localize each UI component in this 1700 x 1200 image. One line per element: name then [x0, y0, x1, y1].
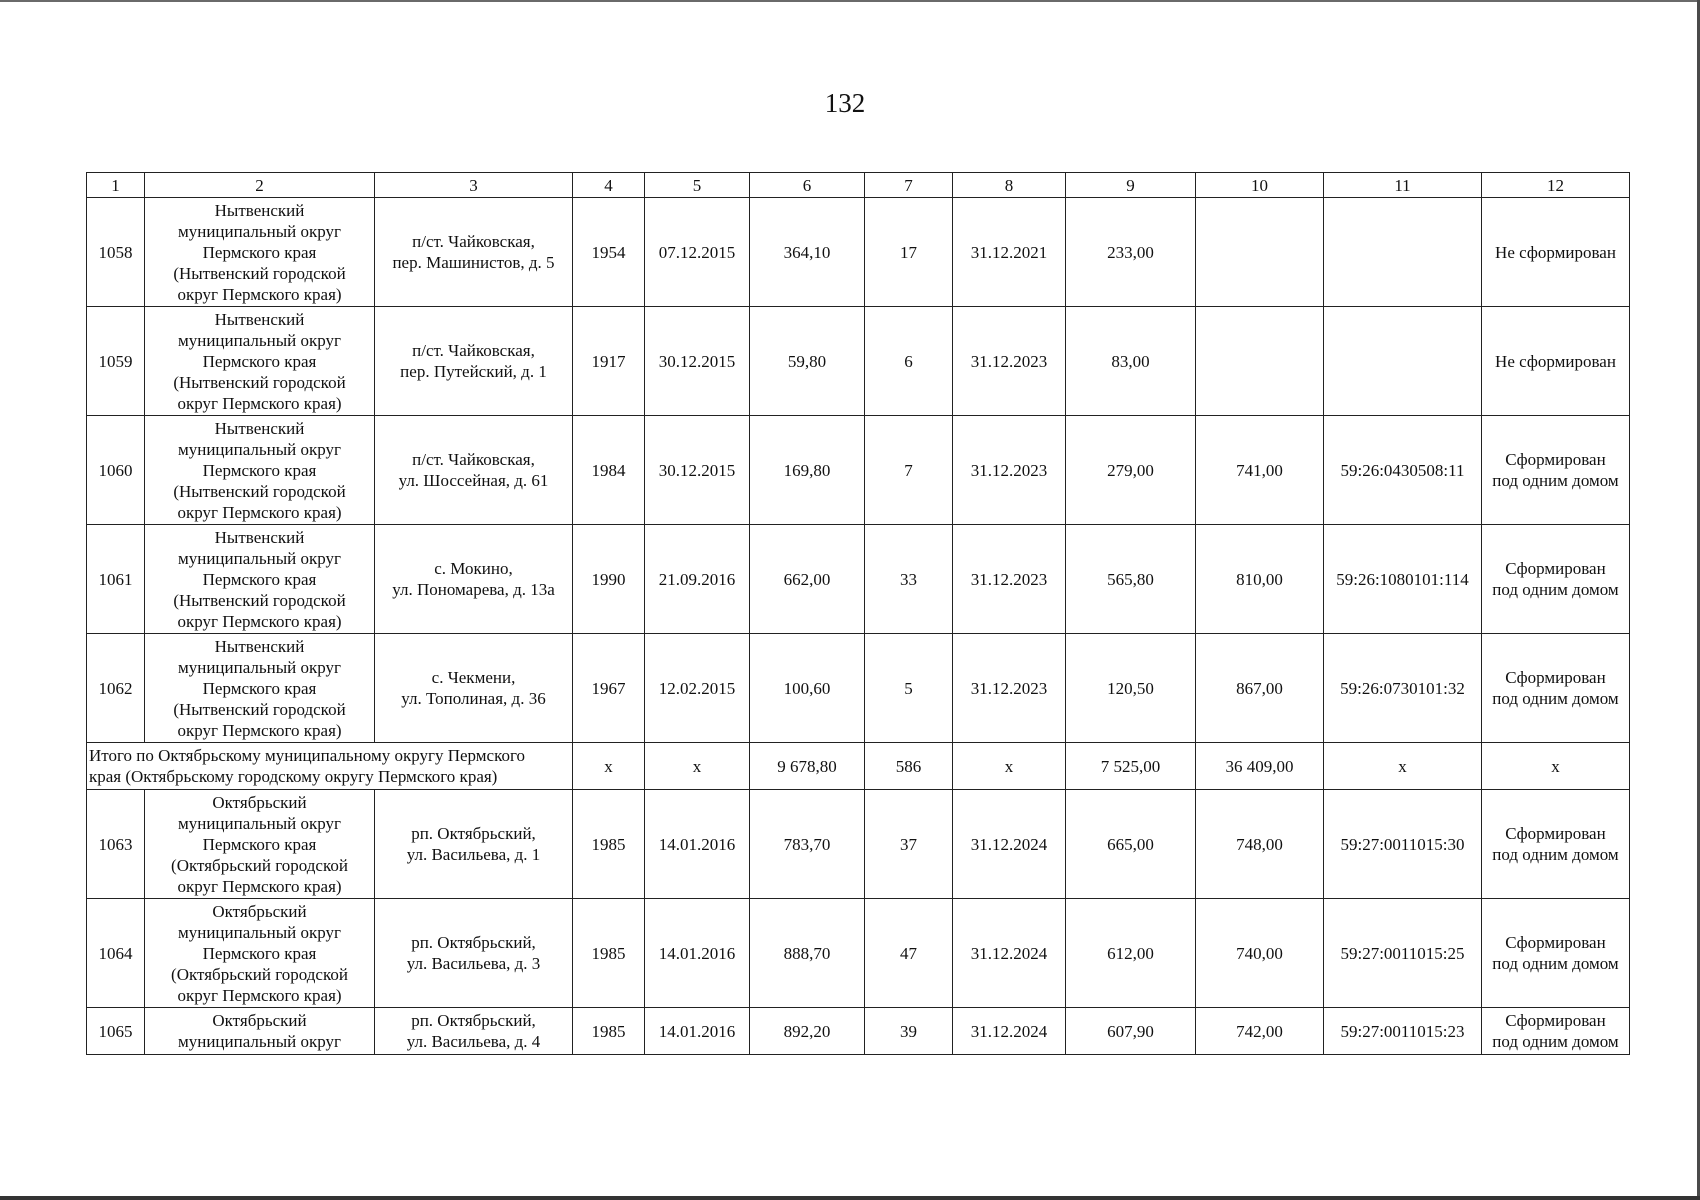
deadline-cell: 31.12.2023 [953, 307, 1066, 416]
municipality-cell-line: (Нытвенский городской [173, 481, 346, 501]
table-row [87, 416, 1630, 525]
row-number-cell: 1063 [87, 790, 145, 899]
column-header-12: 12 [1482, 173, 1630, 198]
column-header-11: 11 [1324, 173, 1482, 198]
deadline-cell: 31.12.2024 [953, 899, 1066, 1008]
col9-cell: 565,80 [1066, 525, 1196, 634]
residents-cell: 17 [865, 198, 953, 307]
col10-cell: 741,00 [1196, 416, 1324, 525]
area-cell: 364,10 [750, 198, 865, 307]
address-cell-line: ул. Пономарева, д. 13а [392, 580, 555, 599]
deadline-cell: 31.12.2023 [953, 525, 1066, 634]
municipality-cell-line: (Октябрьский городской [171, 964, 348, 984]
address-cell [375, 307, 573, 416]
municipality-cell-line: (Нытвенский городской [173, 590, 346, 610]
area-cell: 662,00 [750, 525, 865, 634]
municipality-cell-line: округ Пермского края) [177, 284, 342, 304]
municipality-cell [145, 790, 375, 899]
status-cell [1482, 198, 1630, 307]
municipality-cell [145, 1008, 375, 1055]
address-cell-line: ул. Шоссейная, д. 61 [398, 471, 549, 490]
municipality-cell-line: Нытвенский [214, 636, 305, 656]
column-header-10: 10 [1196, 173, 1324, 198]
municipality-cell-line: (Нытвенский городской [173, 263, 346, 283]
residents-cell: 39 [865, 1008, 953, 1055]
date-cell: 14.01.2016 [645, 1008, 750, 1055]
address-cell [375, 634, 573, 743]
municipality-cell-line: Октябрьский [212, 792, 307, 812]
area-cell: 888,70 [750, 899, 865, 1008]
cadastral-cell [1324, 198, 1482, 307]
municipality-cell-line: муниципальный округ [177, 439, 342, 459]
address-cell [375, 790, 573, 899]
date-cell: 14.01.2016 [645, 899, 750, 1008]
scan-edge-bottom [0, 1196, 1700, 1200]
status-cell-line: Сформирован [1505, 450, 1606, 469]
col10-cell: 810,00 [1196, 525, 1324, 634]
housing-registry-table [86, 172, 1630, 1055]
status-cell [1482, 416, 1630, 525]
status-cell [1482, 1008, 1630, 1055]
col9-cell: 612,00 [1066, 899, 1196, 1008]
cadastral-cell [1324, 307, 1482, 416]
municipality-cell-line: (Нытвенский городской [173, 372, 346, 392]
municipality-cell-line: округ Пермского края) [177, 393, 342, 413]
col10-cell: 742,00 [1196, 1008, 1324, 1055]
municipality-cell-line: округ Пермского края) [177, 876, 342, 896]
municipality-cell-line: (Октябрьский городской [171, 855, 348, 875]
status-cell-line: Сформирован [1505, 668, 1606, 687]
total-label-cell-line: Итого по Октябрьскому муниципальному округу Пермского [89, 746, 526, 765]
municipality-cell-line: муниципальный округ [177, 221, 342, 241]
page-number: 132 [824, 88, 866, 118]
status-cell-line: Сформирован [1505, 1011, 1606, 1030]
col10-cell [1196, 198, 1324, 307]
status-cell-line: под одним домом [1492, 580, 1619, 599]
municipality-cell-line: Пермского края [202, 834, 317, 854]
column-header-3: 3 [375, 173, 573, 198]
row-number-cell: 1059 [87, 307, 145, 416]
address-cell-line: ул. Васильева, д. 3 [406, 954, 541, 973]
col9-cell: 83,00 [1066, 307, 1196, 416]
date-cell: 14.01.2016 [645, 790, 750, 899]
municipality-cell-line: Пермского края [202, 351, 317, 371]
col10-cell: 867,00 [1196, 634, 1324, 743]
municipality-cell-line: Пермского края [202, 943, 317, 963]
date-cell: 12.02.2015 [645, 634, 750, 743]
total-col8-cell: х [953, 743, 1066, 790]
column-header-8: 8 [953, 173, 1066, 198]
row-number-cell: 1061 [87, 525, 145, 634]
municipality-cell-line: (Нытвенский городской [173, 699, 346, 719]
year-cell: 1985 [573, 899, 645, 1008]
deadline-cell: 31.12.2024 [953, 790, 1066, 899]
date-cell: 30.12.2015 [645, 307, 750, 416]
status-cell-line: Сформирован [1505, 559, 1606, 578]
municipality-cell-line: округ Пермского края) [177, 985, 342, 1005]
col10-cell: 748,00 [1196, 790, 1324, 899]
total-col5-cell: х [645, 743, 750, 790]
residents-cell: 37 [865, 790, 953, 899]
total-col4-cell: х [573, 743, 645, 790]
col9-cell: 279,00 [1066, 416, 1196, 525]
municipality-cell-line: муниципальный округ [177, 922, 342, 942]
status-cell-line: под одним домом [1492, 689, 1619, 708]
table-row [87, 525, 1630, 634]
municipality-cell [145, 899, 375, 1008]
status-cell-line: под одним домом [1492, 1032, 1619, 1051]
status-cell [1482, 899, 1630, 1008]
municipality-cell-line: округ Пермского края) [177, 502, 342, 522]
status-cell-line: под одним домом [1492, 845, 1619, 864]
deadline-cell: 31.12.2021 [953, 198, 1066, 307]
col10-cell [1196, 307, 1324, 416]
municipality-cell-line: Нытвенский [214, 309, 305, 329]
total-col12-cell: х [1482, 743, 1630, 790]
municipality-cell-line: округ Пермского края) [177, 720, 342, 740]
cadastral-cell: 59:27:0011015:25 [1324, 899, 1482, 1008]
total-area-cell: 9 678,80 [750, 743, 865, 790]
status-cell-line: под одним домом [1492, 471, 1619, 490]
municipality-cell-line: Октябрьский [212, 1011, 307, 1030]
municipality-cell-line: муниципальный округ [177, 1032, 342, 1051]
area-cell: 892,20 [750, 1008, 865, 1055]
cadastral-cell: 59:26:1080101:114 [1324, 525, 1482, 634]
status-cell [1482, 525, 1630, 634]
address-cell-line: п/ст. Чайковская, [412, 450, 535, 469]
address-cell-line: ул. Васильева, д. 4 [406, 1032, 541, 1051]
column-header-9: 9 [1066, 173, 1196, 198]
row-number-cell: 1060 [87, 416, 145, 525]
date-cell: 30.12.2015 [645, 416, 750, 525]
cadastral-cell: 59:27:0011015:23 [1324, 1008, 1482, 1055]
total-label-cell [87, 743, 573, 790]
residents-cell: 6 [865, 307, 953, 416]
municipality-cell [145, 634, 375, 743]
municipality-cell-line: Пермского края [202, 678, 317, 698]
date-cell: 07.12.2015 [645, 198, 750, 307]
column-number-row [87, 173, 1630, 198]
cadastral-cell: 59:26:0730101:32 [1324, 634, 1482, 743]
status-cell-line: Сформирован [1505, 933, 1606, 952]
table-body [87, 173, 1630, 1055]
address-cell-line: пер. Машинистов, д. 5 [392, 253, 555, 272]
area-cell: 169,80 [750, 416, 865, 525]
deadline-cell: 31.12.2023 [953, 634, 1066, 743]
residents-cell: 5 [865, 634, 953, 743]
address-cell-line: п/ст. Чайковская, [412, 341, 535, 360]
address-cell [375, 1008, 573, 1055]
municipality-cell-line: округ Пермского края) [177, 611, 342, 631]
municipality-cell [145, 307, 375, 416]
table-row [87, 634, 1630, 743]
status-cell [1482, 307, 1630, 416]
table-row [87, 790, 1630, 899]
municipality-cell-line: Нытвенский [214, 527, 305, 547]
address-cell [375, 525, 573, 634]
total-row [87, 743, 1630, 790]
scan-edge-top [0, 0, 1700, 2]
total-label-cell-line: края (Октябрьскому городскому округу Пермского края) [89, 767, 498, 786]
municipality-cell-line: муниципальный округ [177, 330, 342, 350]
column-header-4: 4 [573, 173, 645, 198]
municipality-cell-line: Нытвенский [214, 418, 305, 438]
col9-cell: 607,90 [1066, 1008, 1196, 1055]
row-number-cell: 1064 [87, 899, 145, 1008]
deadline-cell: 31.12.2023 [953, 416, 1066, 525]
column-header-1: 1 [87, 173, 145, 198]
row-number-cell: 1058 [87, 198, 145, 307]
table-row [87, 307, 1630, 416]
address-cell-line: рп. Октябрьский, [411, 933, 536, 952]
col10-cell: 740,00 [1196, 899, 1324, 1008]
residents-cell: 47 [865, 899, 953, 1008]
row-number-cell: 1062 [87, 634, 145, 743]
municipality-cell-line: Пермского края [202, 242, 317, 262]
total-col9-cell: 7 525,00 [1066, 743, 1196, 790]
area-cell: 100,60 [750, 634, 865, 743]
year-cell: 1990 [573, 525, 645, 634]
table-row [87, 198, 1630, 307]
address-cell-line: рп. Октябрьский, [411, 1011, 536, 1030]
address-cell-line: рп. Октябрьский, [411, 824, 536, 843]
status-cell [1482, 790, 1630, 899]
year-cell: 1917 [573, 307, 645, 416]
municipality-cell-line: муниципальный округ [177, 813, 342, 833]
year-cell: 1954 [573, 198, 645, 307]
total-col10-cell: 36 409,00 [1196, 743, 1324, 790]
area-cell: 783,70 [750, 790, 865, 899]
col9-cell: 665,00 [1066, 790, 1196, 899]
municipality-cell-line: Нытвенский [214, 200, 305, 220]
year-cell: 1967 [573, 634, 645, 743]
municipality-cell [145, 525, 375, 634]
year-cell: 1984 [573, 416, 645, 525]
address-cell [375, 416, 573, 525]
municipality-cell-line: муниципальный округ [177, 657, 342, 677]
table-row [87, 899, 1630, 1008]
residents-cell: 33 [865, 525, 953, 634]
column-header-6: 6 [750, 173, 865, 198]
address-cell-line: ул. Васильева, д. 1 [406, 845, 541, 864]
year-cell: 1985 [573, 790, 645, 899]
column-header-2: 2 [145, 173, 375, 198]
status-cell-line: Сформирован [1505, 824, 1606, 843]
address-cell-line: ул. Тополиная, д. 36 [401, 689, 546, 708]
deadline-cell: 31.12.2024 [953, 1008, 1066, 1055]
address-cell [375, 899, 573, 1008]
address-cell-line: с. Чекмени, [431, 668, 516, 687]
table-row [87, 1008, 1630, 1055]
municipality-cell-line: Пермского края [202, 569, 317, 589]
col9-cell: 233,00 [1066, 198, 1196, 307]
column-header-5: 5 [645, 173, 750, 198]
residents-cell: 7 [865, 416, 953, 525]
municipality-cell-line: муниципальный округ [177, 548, 342, 568]
column-header-7: 7 [865, 173, 953, 198]
status-cell-line: Не сформирован [1495, 351, 1616, 371]
col9-cell: 120,50 [1066, 634, 1196, 743]
address-cell-line: п/ст. Чайковская, [412, 232, 535, 251]
cadastral-cell: 59:27:0011015:30 [1324, 790, 1482, 899]
municipality-cell-line: Пермского края [202, 460, 317, 480]
status-cell-line: под одним домом [1492, 954, 1619, 973]
address-cell [375, 198, 573, 307]
total-col11-cell: х [1324, 743, 1482, 790]
municipality-cell [145, 198, 375, 307]
status-cell-line: Не сформирован [1495, 242, 1616, 262]
municipality-cell [145, 416, 375, 525]
municipality-cell-line: Октябрьский [212, 901, 307, 921]
status-cell [1482, 634, 1630, 743]
date-cell: 21.09.2016 [645, 525, 750, 634]
address-cell-line: с. Мокино, [434, 559, 513, 578]
address-cell-line: пер. Путейский, д. 1 [400, 362, 547, 381]
year-cell: 1985 [573, 1008, 645, 1055]
row-number-cell: 1065 [87, 1008, 145, 1055]
area-cell: 59,80 [750, 307, 865, 416]
cadastral-cell: 59:26:0430508:11 [1324, 416, 1482, 525]
total-residents-cell: 586 [865, 743, 953, 790]
